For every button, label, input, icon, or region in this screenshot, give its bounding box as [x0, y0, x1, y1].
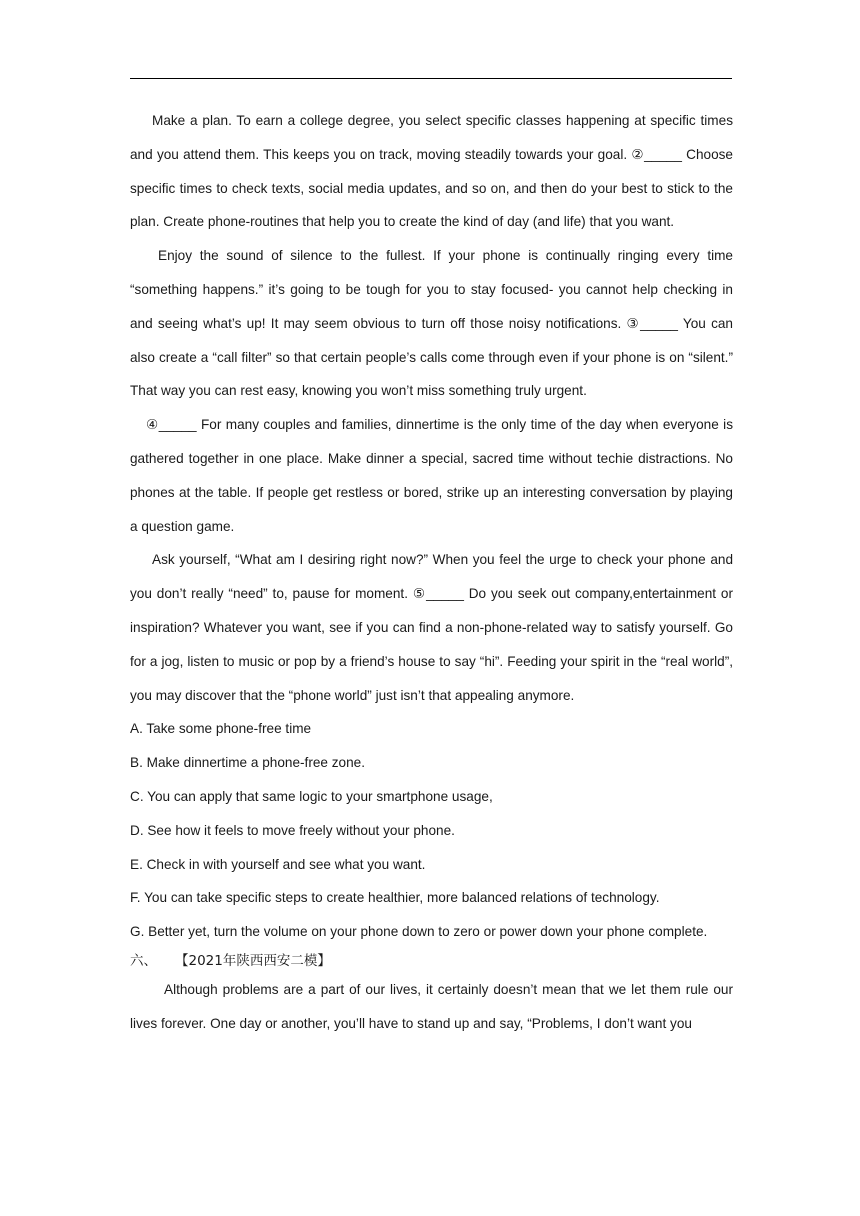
header-rule	[130, 78, 732, 79]
paragraph-dinnertime: ④_____ For many couples and families, dinnertime is the only time of the day when everyone is gathered together in one place. Make dinner a special, sacred time without techie distractions. No phones at the table. If people get restless or bored, strike up an interesting conversation by playing a question game.	[130, 417, 733, 534]
option-f: F. You can take specific steps to create healthier, more balanced relations of technology.	[130, 890, 660, 906]
option-c: C. You can apply that same logic to your smartphone usage,	[130, 788, 493, 804]
paragraph-problems: Although problems are a part of our lives, it certainly doesn’t mean that we let them rule our lives forever. One day or another, you’ll have to stand up and say, “Problems, I don’t want you	[130, 981, 733, 1031]
option-e: E. Check in with yourself and see what you want.	[130, 856, 426, 872]
paragraph-make-a-plan: Make a plan. To earn a college degree, you select specific classes happening at specific times and you attend them. This keeps you on track, moving steadily towards your goal. ②_____ Choose specific times to check texts, social media updates, and so on, and then do your best to stick to the plan. Create phone-routines that help you to create the kind of day (and life) that you want.	[130, 113, 733, 230]
section-title: 【2021年陕西西安二模】	[175, 952, 331, 969]
option-b: B. Make dinnertime a phone-free zone.	[130, 755, 366, 771]
option-d: D. See how it feels to move freely without your phone.	[130, 822, 455, 838]
section-number: 六、	[130, 952, 157, 969]
paragraph-ask-yourself: Ask yourself, “What am I desiring right now?” When you feel the urge to check your phone and you don’t really “need” to, pause for moment. ⑤_____ Do you seek out company,entertainment or inspiration? Whatever you want, see if you can find a non-phone-related way to satisfy yourself. Go for a jog, listen to music or pop by a friend’s house to say “hi”. Feeding your spirit in the “real world”, you may discover that the “phone world” just isn’t that appealing anymore.	[130, 552, 733, 703]
option-a: A. Take some phone-free time	[130, 721, 312, 737]
options-list	[130, 712, 733, 949]
section-heading	[130, 949, 733, 973]
paragraph-sound-of-silence: Enjoy the sound of silence to the fullest. If your phone is continually ringing every time “something happens.” it’s going to be tough for you to stay focused- you cannot help checking in and seeing what’s up! It may seem obvious to turn off those noisy notifications. ③_____ You can also create a “call filter” so that certain people’s calls come through even if your phone is on “silent.” That way you can rest easy, knowing you won’t miss something truly urgent.	[130, 248, 733, 399]
document-body	[130, 104, 733, 1041]
option-g: G. Better yet, turn the volume on your phone down to zero or power down your phone complete.	[130, 924, 708, 940]
